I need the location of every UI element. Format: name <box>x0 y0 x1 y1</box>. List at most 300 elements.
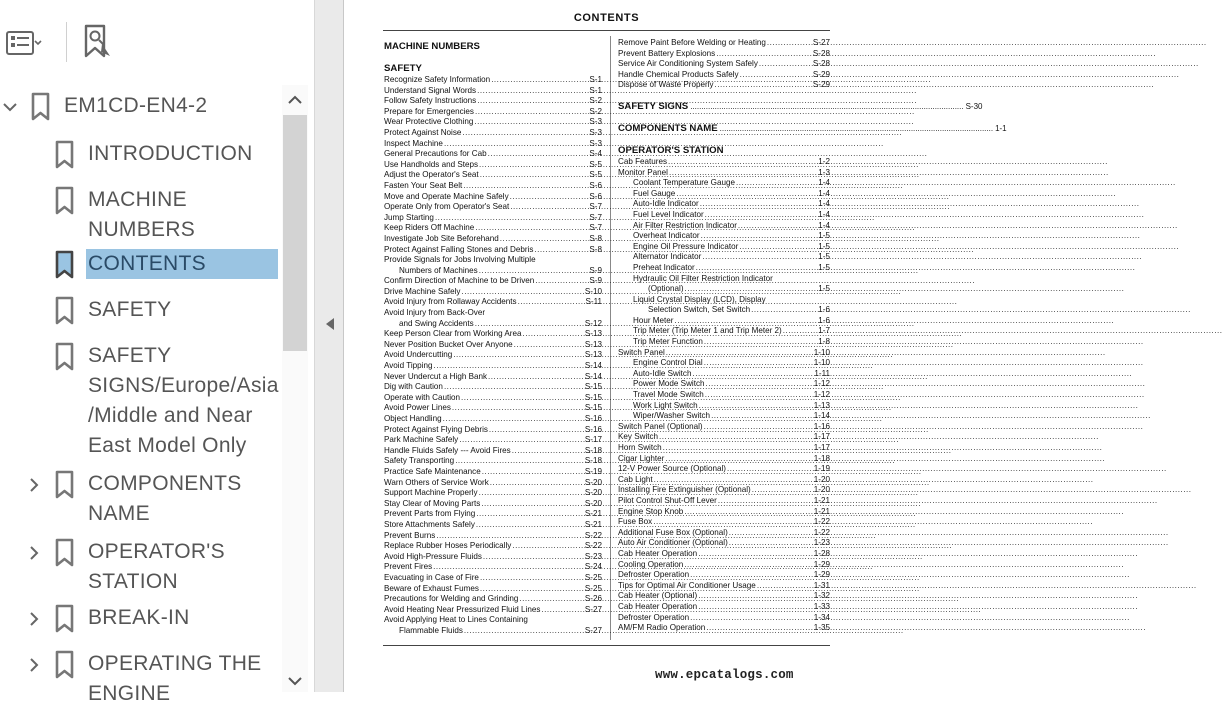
dot-leader <box>666 348 813 359</box>
toc-heading-text: COMPONENTS NAME <box>618 122 718 134</box>
bookmark-label <box>88 537 225 597</box>
toc-entry[interactable] <box>618 326 830 337</box>
toc-entry[interactable] <box>618 538 830 549</box>
toc-entry[interactable] <box>384 382 602 393</box>
toc-entry[interactable] <box>618 157 830 168</box>
toc-entry[interactable] <box>384 329 602 340</box>
toc-entry[interactable] <box>384 139 602 150</box>
toc-entry-text: Avoid Tipping <box>384 361 433 371</box>
toc-entry[interactable] <box>618 602 830 613</box>
dot-leader <box>488 372 584 383</box>
toc-entry[interactable] <box>618 168 830 179</box>
toc-entry[interactable] <box>618 390 830 401</box>
toc-entry[interactable] <box>618 49 830 60</box>
toc-entry[interactable] <box>618 70 830 81</box>
toc-entry[interactable] <box>618 242 830 253</box>
toc-entry[interactable] <box>618 337 830 348</box>
dot-leader <box>654 475 813 486</box>
toc-entry[interactable] <box>384 361 602 372</box>
toc-heading-text: MACHINE NUMBERS <box>384 41 480 52</box>
dot-leader <box>483 552 584 563</box>
bookmark-label-line: /Middle and Near <box>88 404 253 427</box>
toc-entry-text: Monitor Panel <box>618 167 668 177</box>
bookmark-label <box>88 295 171 325</box>
dot-leader <box>475 223 588 234</box>
toc-entry-text: Dispose of Waste Properly <box>618 80 714 90</box>
toc-entry-text: Dig with Caution <box>384 382 443 392</box>
toc-entry[interactable] <box>618 411 830 422</box>
scroll-up-button[interactable] <box>286 91 304 109</box>
toc-entry-text: Avoid Undercutting <box>384 350 453 360</box>
bookmark-item[interactable] <box>0 603 282 637</box>
bookmark-label <box>88 603 190 633</box>
toc-page-number: 1-34 <box>813 612 830 622</box>
toc-entry-text: Drive Machine Safely <box>384 286 461 296</box>
toc-page-number: 1-19 <box>813 464 830 474</box>
toc-page-number: 1-32 <box>813 591 830 601</box>
toc-entry[interactable] <box>384 531 602 542</box>
bookmark-label-line: East Model Only <box>88 434 247 457</box>
toc-entry-text: Air Filter Restriction Indicator <box>633 220 737 230</box>
toc-entry[interactable] <box>618 464 830 475</box>
toc-entry[interactable] <box>618 560 830 571</box>
dot-leader <box>541 605 583 616</box>
toc-entry-text: Cooling Operation <box>618 559 684 569</box>
toc-page-number: 1-3 <box>818 167 830 177</box>
toc-entry-text: Jump Starting <box>384 212 434 222</box>
toc-entry[interactable] <box>384 117 602 128</box>
toc-page-number: 1-33 <box>813 601 830 611</box>
dot-leader <box>462 128 588 139</box>
toc-entry[interactable] <box>384 478 602 489</box>
toc-entry-text: Wiper/Washer Switch <box>633 411 711 421</box>
toc-entry[interactable] <box>618 369 830 380</box>
toc-page-number: S-29 <box>812 80 830 90</box>
bookmark-item[interactable] <box>0 649 282 713</box>
toc-entry-text: Power Mode Switch <box>633 379 705 389</box>
toc-page-number: S-26 <box>584 594 602 604</box>
toc-entry[interactable] <box>384 594 602 605</box>
bookmark-label-line: NUMBERS <box>88 218 196 241</box>
toc-entry-text: Auto Air Conditioner (Optional) <box>618 538 728 548</box>
toc-entry[interactable] <box>384 255 602 266</box>
toc-entry[interactable] <box>384 107 602 118</box>
toc-entry[interactable] <box>384 520 602 531</box>
toc-entry[interactable] <box>618 422 830 433</box>
toc-entry[interactable] <box>384 202 602 213</box>
bookmark-label-line: CONTENTS <box>88 252 206 275</box>
toc-page-number: 1-11 <box>814 368 830 378</box>
bookmark-ribbon-icon <box>54 250 76 280</box>
toc-entry[interactable] <box>384 467 602 478</box>
toc-entry[interactable] <box>618 613 830 624</box>
toc-entry[interactable] <box>384 319 602 330</box>
toc-page-number: 1-20 <box>813 474 830 484</box>
toc-entry-text: Service Air Conditioning System Safely <box>618 59 758 69</box>
toc-entry[interactable] <box>618 454 830 465</box>
toc-entry[interactable] <box>618 59 830 70</box>
toc-entry[interactable] <box>618 570 830 581</box>
expand-chevron-right-icon[interactable] <box>24 543 44 563</box>
toc-entry[interactable] <box>384 340 602 351</box>
dot-leader <box>482 467 584 478</box>
toc-entry[interactable] <box>384 615 602 626</box>
toc-entry[interactable] <box>618 210 830 221</box>
toc-entry[interactable] <box>384 605 602 616</box>
toc-entry-text: Inspect Machine <box>384 138 443 148</box>
toc-page-number: S-13 <box>584 329 602 339</box>
toc-page-number: S-5 <box>589 159 602 169</box>
bookmark-scrollbar[interactable] <box>282 85 308 692</box>
toc-page-number: 1-5 <box>818 284 830 294</box>
toc-page-number: S-25 <box>584 572 602 582</box>
dot-leader <box>700 199 818 210</box>
expand-chevron-right-icon[interactable] <box>24 655 44 675</box>
toc-entry[interactable] <box>384 499 602 510</box>
bookmark-item[interactable] <box>0 295 282 329</box>
bookmark-label-line: MACHINE <box>88 188 187 211</box>
toc-entry[interactable] <box>618 274 830 285</box>
new-bookmark-button[interactable] <box>80 20 120 64</box>
toc-entry[interactable] <box>618 496 830 507</box>
toc-entry-text: Prepare for Emergencies <box>384 106 474 116</box>
toc-entry-text: Fuse Box <box>618 517 653 527</box>
toc-entry[interactable] <box>384 192 602 203</box>
dot-leader <box>704 337 817 348</box>
bookmark-label-line: ENGINE <box>88 682 171 705</box>
dot-leader <box>488 149 589 160</box>
toc-entry[interactable] <box>618 189 830 200</box>
toc-page-number: 1-5 <box>818 231 830 241</box>
toc-entry[interactable] <box>384 160 602 171</box>
bookmark-item[interactable] <box>0 185 282 249</box>
toc-entry[interactable] <box>618 178 830 189</box>
bookmark-label <box>88 139 253 169</box>
dot-leader <box>477 96 588 107</box>
toc-entry[interactable] <box>384 456 602 467</box>
toc-entry[interactable] <box>384 223 602 234</box>
toc-entry[interactable] <box>384 541 602 552</box>
toc-section-heading[interactable] <box>618 100 983 113</box>
toc-page-number: S-15 <box>584 382 602 392</box>
collapse-panel-button[interactable] <box>324 316 336 332</box>
dot-leader <box>783 326 818 337</box>
toc-heading-text: SAFETY SIGNS <box>618 100 689 112</box>
toc-page-number: S-5 <box>589 170 602 180</box>
toc-entry[interactable] <box>618 581 830 592</box>
toc-page-number: 1-16 <box>813 421 830 431</box>
toc-page-number: 1-21 <box>813 506 830 516</box>
toc-entry-text: Switch Panel (Optional) <box>618 421 703 431</box>
toc-entry-text: Engine Oil Pressure Indicator <box>633 241 739 251</box>
scroll-thumb[interactable] <box>283 115 307 351</box>
toc-entry-text: (Optional) <box>648 284 684 294</box>
toc-page-number: 1-22 <box>813 527 830 537</box>
bookmark-item[interactable] <box>0 537 282 601</box>
toc-entry[interactable] <box>618 284 830 295</box>
dot-leader <box>461 393 584 404</box>
bookmark-label <box>86 249 278 279</box>
toc-entry[interactable] <box>618 528 830 539</box>
toc-entry[interactable] <box>618 358 830 369</box>
toc-entry[interactable] <box>384 573 602 584</box>
bookmark-item[interactable] <box>0 139 282 173</box>
toc-entry[interactable] <box>618 432 830 443</box>
toc-entry[interactable] <box>384 181 602 192</box>
dot-leader <box>706 623 813 634</box>
toc-entry-text: Trip Meter Function <box>633 337 703 347</box>
toc-entry[interactable] <box>618 443 830 454</box>
toc-entry[interactable] <box>384 446 602 457</box>
toc-section-heading[interactable] <box>384 40 602 53</box>
toc-page-number: S-12 <box>584 318 602 328</box>
toc-entry[interactable] <box>384 96 602 107</box>
dot-leader <box>444 382 584 393</box>
dot-leader <box>699 401 813 412</box>
panel-splitter[interactable] <box>314 0 344 692</box>
toc-entry-text: Avoid High-Pressure Fluids <box>384 551 482 561</box>
dot-leader <box>479 266 589 277</box>
toc-entry-text: Horn Switch <box>618 443 662 452</box>
toc-section-heading[interactable] <box>384 62 602 75</box>
toc-entry[interactable] <box>384 626 602 637</box>
toc-section-heading[interactable] <box>618 122 1007 135</box>
bookmark-label <box>88 649 261 709</box>
toc-entry[interactable] <box>384 414 602 425</box>
toc-entry-text: Fuel Level Indicator <box>633 209 704 219</box>
toc-entry[interactable] <box>618 517 830 528</box>
toc-entry-text: Recognize Safety Information <box>384 75 491 84</box>
toc-entry-text: Switch Panel <box>618 347 665 357</box>
toc-entry[interactable] <box>618 263 830 274</box>
toolbar-separator <box>66 22 67 62</box>
toc-page-number: S-16 <box>584 424 602 434</box>
toc-entry[interactable] <box>384 509 602 520</box>
triangle-left-icon <box>324 316 336 332</box>
toc-page-number: S-21 <box>584 509 602 519</box>
bookmark-item[interactable] <box>0 341 282 465</box>
toc-entry[interactable] <box>384 234 602 245</box>
toc-entry-text: 12-V Power Source (Optional) <box>618 464 726 474</box>
toc-entry[interactable] <box>618 401 830 412</box>
toc-entry-text: Investigate Job Site Beforehand <box>384 233 499 243</box>
toc-page-number: S-25 <box>584 583 602 593</box>
scroll-down-button[interactable] <box>286 672 304 690</box>
toc-entry[interactable] <box>384 425 602 436</box>
toc-entry-text: Park Machine Safely <box>384 435 459 445</box>
dot-leader <box>514 340 584 351</box>
toc-entry-text: Adjust the Operator's Seat <box>384 170 479 180</box>
toc-entry[interactable] <box>618 221 830 232</box>
dot-leader <box>696 263 818 274</box>
bookmark-label-line: STATION <box>88 570 178 593</box>
toc-entry[interactable] <box>384 276 602 287</box>
toc-entry-text: Safety Transporting <box>384 456 455 466</box>
toc-entry[interactable] <box>384 128 602 139</box>
dot-leader <box>720 122 993 135</box>
toc-entry[interactable] <box>618 549 830 560</box>
dot-leader <box>685 284 818 295</box>
toc-entry[interactable] <box>384 403 602 414</box>
toc-page-number: S-18 <box>584 445 602 455</box>
toc-entry[interactable] <box>384 170 602 181</box>
toc-entry[interactable] <box>384 297 602 308</box>
dot-leader <box>684 507 813 518</box>
dot-leader <box>464 626 584 637</box>
bookmark-ribbon-icon <box>54 186 76 216</box>
dot-leader <box>736 178 817 189</box>
dot-leader <box>535 276 588 287</box>
toc-entry[interactable] <box>384 372 602 383</box>
dot-leader <box>475 107 588 118</box>
toc-entry-text: Provide Signals for Jobs Involving Multiple <box>384 255 536 265</box>
toc-page-number: S-20 <box>584 498 602 508</box>
toc-entry[interactable] <box>618 507 830 518</box>
toc-entry-text: Prevent Battery Explosions <box>618 48 716 58</box>
toc-entry-text: Auto-Idle Switch <box>633 368 692 378</box>
bookmark-label-line: EM1CD-EN4-2 <box>64 94 208 117</box>
dot-leader <box>698 591 813 602</box>
bookmark-ribbon-icon <box>54 140 76 170</box>
toc-page-number: 1-35 <box>813 623 830 633</box>
dot-leader <box>704 422 813 433</box>
toc-entry[interactable] <box>618 295 830 306</box>
toc-entry[interactable] <box>618 316 830 327</box>
toc-entry[interactable] <box>384 149 602 160</box>
bookmark-item[interactable] <box>0 91 282 125</box>
toc-page-number: 1-4 <box>818 178 830 188</box>
dot-leader <box>701 231 818 242</box>
toc-entry-text: Never Position Bucket Over Anyone <box>384 339 513 349</box>
toc-entry[interactable] <box>618 485 830 496</box>
document-page <box>345 0 1007 692</box>
toc-page-number: S-8 <box>589 244 602 254</box>
toc-entry[interactable] <box>618 199 830 210</box>
bookmark-item[interactable] <box>0 249 282 283</box>
dot-leader <box>510 202 588 213</box>
toc-entry-text: General Precautions for Cab <box>384 149 487 159</box>
toc-page-number: 1-5 <box>818 262 830 272</box>
toc-entry[interactable] <box>618 305 830 316</box>
dot-leader <box>715 80 812 91</box>
toc-page-number: S-11 <box>585 297 602 307</box>
dot-leader <box>480 573 584 584</box>
toc-page-number: 1-10 <box>813 347 830 357</box>
dot-leader <box>751 305 817 316</box>
toc-page-number: S-20 <box>584 477 602 487</box>
watermark-text: www.epcatalogs.com <box>655 668 794 682</box>
dot-leader <box>738 221 817 232</box>
expand-chevron-right-icon[interactable] <box>24 475 44 495</box>
dot-leader <box>477 86 588 97</box>
toc-page-number: 1-4 <box>818 220 830 230</box>
dot-leader <box>668 157 817 168</box>
toc-entry[interactable] <box>384 75 602 86</box>
bookmark-label-line: OPERATING THE <box>88 652 262 675</box>
options-menu-button[interactable] <box>2 24 42 62</box>
toc-page-number: S-27 <box>584 604 602 614</box>
bookmark-label <box>88 185 195 245</box>
dot-leader <box>752 485 813 496</box>
bookmark-label-line: OPERATOR'S <box>88 540 225 563</box>
dot-leader <box>523 329 584 340</box>
bookmark-label-line: SAFETY <box>88 344 172 367</box>
bookmark-ribbon-icon <box>54 650 76 680</box>
toc-entry[interactable] <box>384 552 602 563</box>
toc-entry[interactable] <box>384 393 602 404</box>
expand-chevron-down-icon[interactable] <box>0 97 20 117</box>
toc-entry-text: Protect Against Flying Debris <box>384 424 488 434</box>
dot-leader <box>433 361 583 372</box>
toc-entry[interactable] <box>384 435 602 446</box>
dot-leader <box>739 242 817 253</box>
toc-page-number: S-9 <box>589 276 602 286</box>
toc-entry[interactable] <box>384 350 602 361</box>
toc-entry-text: Protect Against Falling Stones and Debris <box>384 244 534 254</box>
dot-leader <box>759 59 812 70</box>
toc-entry-text: Prevent Parts from Flying <box>384 509 476 519</box>
toc-entry[interactable] <box>384 213 602 224</box>
toc-entry[interactable] <box>618 348 830 359</box>
toc-entry[interactable] <box>618 475 830 486</box>
dot-leader <box>690 570 813 581</box>
toc-entry-text: Beware of Exhaust Fumes <box>384 583 479 593</box>
toc-entry[interactable] <box>618 379 830 390</box>
toc-entry[interactable] <box>618 623 830 634</box>
dot-leader <box>452 403 584 414</box>
toc-page-number: S-15 <box>584 403 602 413</box>
toc-entry-text: Liquid Crystal Display (LCD), Display <box>633 294 766 304</box>
toc-entry-text: Replace Rubber Hoses Periodically <box>384 541 512 551</box>
toc-section-heading[interactable] <box>618 144 830 157</box>
bookmark-item[interactable] <box>0 469 282 533</box>
expand-chevron-right-icon[interactable] <box>24 609 44 629</box>
toc-entry-text: Travel Mode Switch <box>633 390 704 400</box>
toc-page-number: S-16 <box>584 414 602 423</box>
toc-entry[interactable] <box>618 38 830 49</box>
toc-page-number: 1-21 <box>813 495 830 505</box>
toc-entry[interactable] <box>384 86 602 97</box>
dot-leader <box>510 192 589 203</box>
toc-entry[interactable] <box>384 562 602 573</box>
toc-page-number: S-28 <box>812 59 830 69</box>
toc-entry-text: Follow Safety Instructions <box>384 96 477 106</box>
chevron-up-icon <box>286 91 304 109</box>
toc-page-number: 1-10 <box>813 358 830 368</box>
bookmark-label <box>88 341 279 461</box>
toc-entry-text: Use Handholds and Steps <box>384 159 479 169</box>
toc-entry-text: Stay Clear of Moving Parts <box>384 498 481 508</box>
dot-leader <box>702 252 817 263</box>
toc-entry[interactable] <box>618 252 830 263</box>
toc-entry[interactable] <box>618 591 830 602</box>
toc-entry[interactable] <box>618 80 830 91</box>
toc-entry[interactable] <box>618 231 830 242</box>
toc-entry[interactable] <box>384 308 602 319</box>
dot-leader <box>659 432 813 443</box>
toc-entry[interactable] <box>384 584 602 595</box>
toc-entry-text: Keep Person Clear from Working Area <box>384 329 522 339</box>
toc-page-number: S-1 <box>589 75 602 84</box>
toc-entry[interactable] <box>384 245 602 256</box>
dot-leader <box>475 319 584 330</box>
dot-leader <box>674 316 817 327</box>
toc-entry[interactable] <box>384 287 602 298</box>
toc-entry[interactable] <box>384 488 602 499</box>
toc-entry[interactable] <box>384 266 602 277</box>
toc-page-number: S-3 <box>589 127 602 137</box>
toc-page-number: S-8 <box>589 233 602 243</box>
